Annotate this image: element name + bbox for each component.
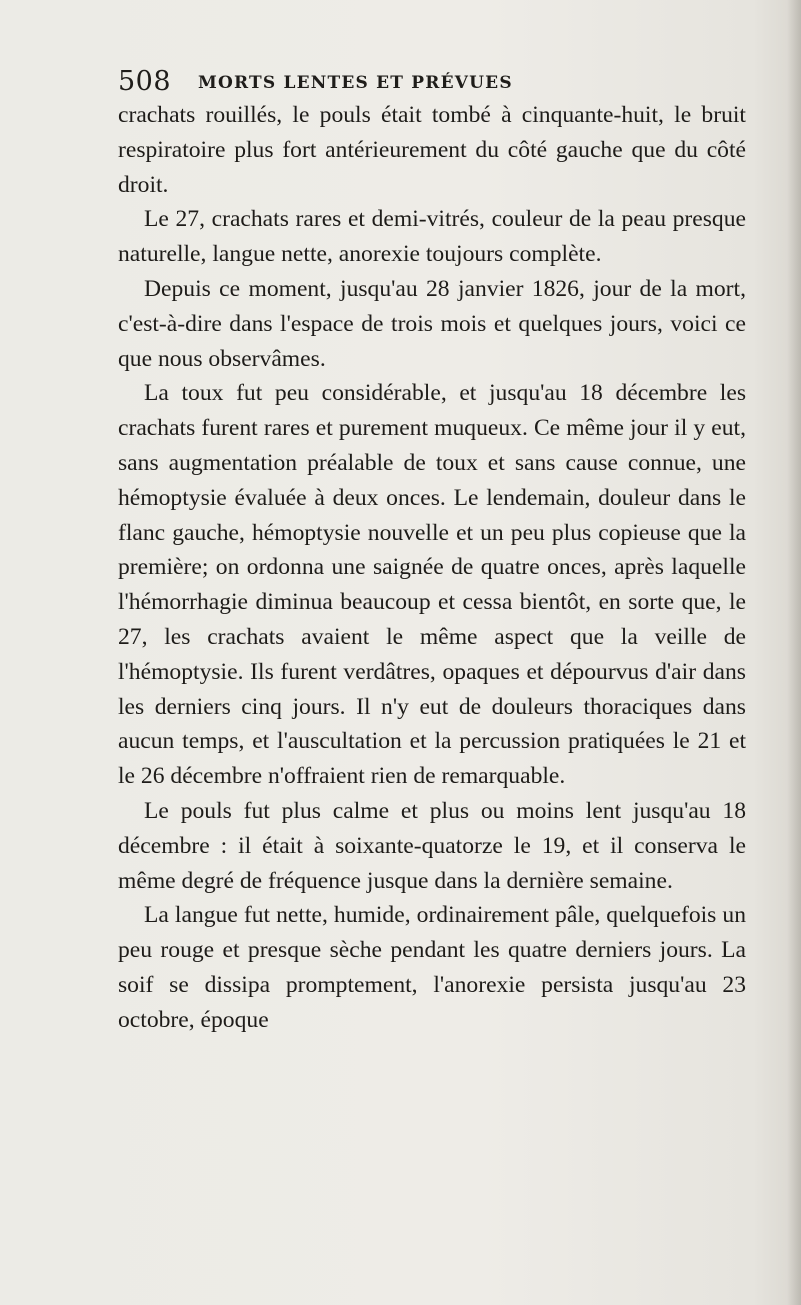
paragraph-continuation: crachats rouillés, le pouls était tombé à cinquante-huit, le bruit respiratoire plus fort antérieurement du côté gauche que du côté droit. — [118, 102, 746, 198]
page-number: 508 — [118, 66, 172, 97]
paragraph: La toux fut peu considérable, et jusqu'au 18 décembre les crachats furent rares et purement muqueux. Ce même jour il y eut, sans augmentation préalable de toux et sans cause connue, une hémoptysie évaluée à deux onces. Le lendemain, douleur dans le flanc gauche, hémoptysie nouvelle et un peu plus copieuse que la première; on ordonna une saignée de quatre onces, après laquelle l'hémorrhagie diminua beaucoup et cessa bientôt, en sorte que, le 27, les crachats avaient le même aspect que la veille de l'hémoptysie. Ils furent verdâtres, opaques et dépourvus d'air dans les derniers cinq jours. Il n'y eut de douleurs thoraciques dans aucun temps, et l'auscultation et la percussion pratiquées le 21 et le 26 décembre n'offraient rien de remarquable. — [118, 380, 746, 790]
paragraph: Le 27, crachats rares et demi-vitrés, couleur de la peau presque naturelle, langue nette, anorexie toujours complète. — [118, 206, 746, 268]
paragraph: Depuis ce moment, jusqu'au 28 janvier 1826, jour de la mort, c'est-à-dire dans l'espace de trois mois et quelques jours, voici ce que nous observâmes. — [118, 275, 746, 372]
paragraph: Le pouls fut plus calme et plus ou moins lent jusqu'au 18 décembre : il était à soixante-quatorze le 19, et il conserva le même degré de fréquence jusque dans la dernière semaine. — [118, 797, 746, 894]
running-title: MORTS LENTES ET PRÉVUES — [198, 73, 513, 93]
page-edge-shadow — [787, 0, 801, 1305]
paragraph: La langue fut nette, humide, ordinairement pâle, quelquefois un peu rouge et presque sèche pendant les quatre derniers jours. La soif se dissipa promptement, l'anorexie persista jusqu'au 23 octobre, époque — [118, 902, 746, 1033]
body-text — [118, 98, 746, 1038]
